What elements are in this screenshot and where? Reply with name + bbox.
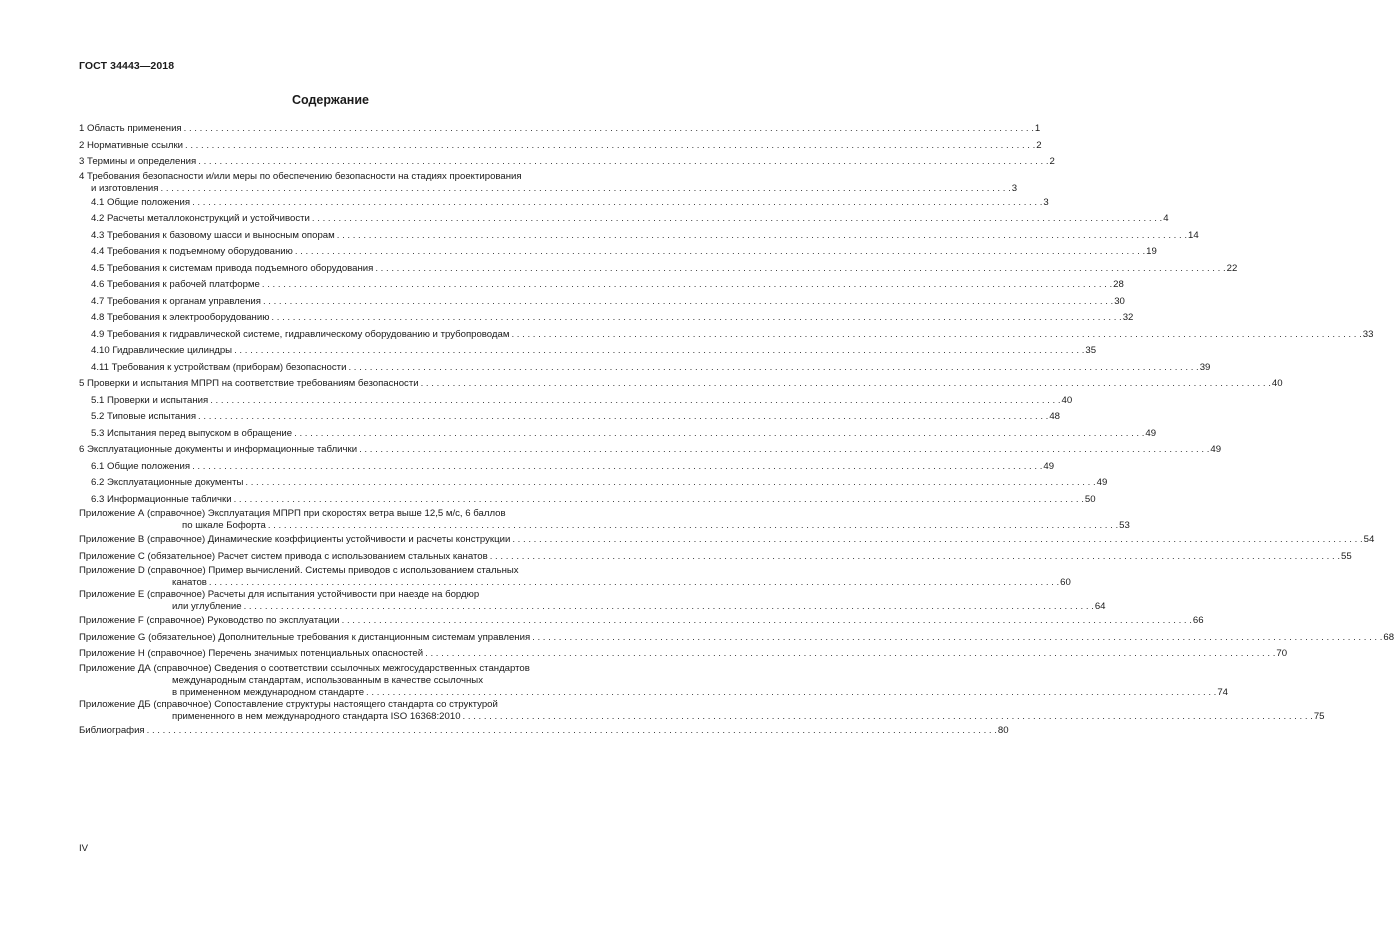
page-number: 50 xyxy=(1084,493,1096,505)
page-number-footer: IV xyxy=(79,843,89,854)
entry-text: 4.7 Требования к органам управления xyxy=(91,295,261,307)
page-number: 74 xyxy=(1217,686,1228,698)
page-number: 19 xyxy=(1146,246,1157,257)
page-number: 39 xyxy=(1199,361,1211,373)
toc-entry-4-6[interactable] xyxy=(79,277,1124,294)
page-number: 53 xyxy=(1119,520,1130,531)
page-number: 22 xyxy=(1226,262,1238,274)
toc-entry-appendix-h[interactable] xyxy=(79,646,1288,663)
entry-text-line1: Приложение ДБ (справочное) Сопоставление структуры настоящего стандарта со структурой xyxy=(79,698,498,710)
toc-entry-6[interactable] xyxy=(79,442,1222,459)
entry-text: Приложение G (обязательное) Дополнительные требования к дистанционным системам управления xyxy=(79,631,531,643)
dot-leader xyxy=(147,723,997,740)
page-number: 1 xyxy=(1034,123,1041,134)
entry-text: 1 Область применения xyxy=(79,123,182,134)
page-number: 28 xyxy=(1113,279,1124,290)
toc-entry-4-2[interactable] xyxy=(79,211,1169,228)
toc-entry-appendix-db[interactable] xyxy=(79,698,1325,723)
page-number: 66 xyxy=(1192,615,1204,626)
page-number: 33 xyxy=(1362,328,1374,340)
page-number: 70 xyxy=(1276,648,1288,659)
dot-leader xyxy=(375,261,1225,278)
toc-entry-4-4[interactable] xyxy=(79,244,1157,261)
toc-entry-appendix-da[interactable] xyxy=(79,662,1228,699)
page-number: 40 xyxy=(1271,378,1283,389)
toc-entry-4-11[interactable] xyxy=(79,360,1211,377)
page-number: 60 xyxy=(1060,577,1071,588)
entry-text: 4.4 Требования к подъемному оборудованию xyxy=(91,246,293,257)
entry-text: 5.3 Испытания перед выпуском в обращение xyxy=(91,427,293,439)
dot-leader xyxy=(192,459,1042,476)
entry-text: 4.6 Требования к рабочей платформе xyxy=(91,279,260,290)
entry-text: 6.1 Общие положения xyxy=(91,460,191,472)
dot-leader xyxy=(271,310,1121,327)
dot-leader xyxy=(268,520,1118,532)
page-number: 3 xyxy=(1011,182,1018,194)
entry-text: Приложение F (справочное) Руководство по эксплуатации xyxy=(79,615,340,626)
entry-text-line1: Приложение ДА (справочное) Сведения о соответствии ссылочных межгосударственных стандартов xyxy=(79,662,530,674)
page-number: 64 xyxy=(1094,601,1106,612)
entry-text: 6 Эксплуатационные документы и информационные таблички xyxy=(79,444,358,455)
entry-text: Приложение C (обязательное) Расчет систем привода с использованием стальных канатов xyxy=(79,550,488,562)
dot-leader xyxy=(184,121,1034,138)
toc-entry-1[interactable] xyxy=(79,121,1041,138)
dot-leader xyxy=(463,711,1313,723)
page-number: 49 xyxy=(1145,427,1157,439)
toc-entry-6-2[interactable] xyxy=(79,475,1108,492)
entry-text: 6.3 Информационные таблички xyxy=(91,493,232,505)
entry-text: 4.5 Требования к системам привода подъемного оборудования xyxy=(91,262,374,274)
entry-text: 5.2 Типовые испытания xyxy=(91,411,197,422)
toc-entry-5-3[interactable] xyxy=(79,426,1157,443)
dot-leader xyxy=(511,327,1361,344)
page-number: 48 xyxy=(1049,411,1060,422)
entry-text-line1: Приложение D (справочное) Пример вычислений. Системы приводов с использованием стальных xyxy=(79,565,519,576)
toc-entry-3[interactable] xyxy=(79,154,1055,171)
entry-text: Приложение B (справочное) Динамические коэффициенты устойчивости и расчеты конструкции xyxy=(79,534,511,545)
toc-entry-4-1[interactable] xyxy=(79,195,1049,212)
entry-text: Библиография xyxy=(79,724,145,736)
dot-leader xyxy=(234,343,1084,360)
entry-text-line1: Приложение А (справочное) Эксплуатация МПРП при скоростях ветра выше 12,5 м/с, 6 баллов xyxy=(79,508,506,519)
dot-leader xyxy=(262,277,1112,294)
entry-text: примененного в нем международного стандарта ISO 16368:2010 xyxy=(172,710,461,722)
page-number: 49 xyxy=(1210,444,1222,455)
toc-entry-4[interactable] xyxy=(79,170,1018,195)
document-code: ГОСТ 34443—2018 xyxy=(79,60,175,72)
entry-text: 4.11 Требования к устройствам (приборам) безопасности xyxy=(91,361,347,373)
dot-leader xyxy=(295,244,1145,261)
entry-text: Приложение H (справочное) Перечень значимых потенциальных опасностей xyxy=(79,648,424,659)
entry-text: 5.1 Проверки и испытания xyxy=(91,394,209,406)
toc-entry-appendix-a[interactable] xyxy=(79,508,1130,532)
dot-leader xyxy=(359,442,1209,459)
toc-entry-6-3[interactable] xyxy=(79,492,1096,509)
page-number: 75 xyxy=(1313,710,1325,722)
page-number: 4 xyxy=(1163,213,1169,224)
entry-text: или углубление xyxy=(172,601,242,612)
entry-text: 4.9 Требования к гидравлической системе, гидравлическому оборудованию и трубопроводам xyxy=(91,328,510,340)
dot-leader xyxy=(421,376,1271,393)
dot-leader xyxy=(244,601,1094,613)
dot-leader xyxy=(490,549,1340,566)
page-number: 2 xyxy=(1036,139,1042,151)
entry-text: 4.3 Требования к базовому шасси и выносным опорам xyxy=(91,229,335,241)
entry-text: канатов xyxy=(172,577,207,588)
dot-leader xyxy=(192,195,1042,212)
page-number: 49 xyxy=(1043,460,1055,472)
toc-entry-5-2[interactable] xyxy=(79,409,1060,426)
entry-text-line1: 4 Требования безопасности и/или меры по обеспечению безопасности на стадиях проектирования xyxy=(79,170,522,182)
toc-entry-appendix-b[interactable] xyxy=(79,532,1375,549)
dot-leader xyxy=(198,154,1048,171)
dot-leader xyxy=(263,294,1113,311)
entry-text: 4.1 Общие положения xyxy=(91,196,191,208)
toc-entry-5[interactable] xyxy=(79,376,1283,393)
page-number: 49 xyxy=(1096,477,1108,488)
dot-leader xyxy=(185,138,1035,155)
entry-text: 4.10 Гидравлические цилиндры xyxy=(91,345,233,356)
page-number: 14 xyxy=(1188,229,1199,241)
toc-title: Содержание xyxy=(291,93,369,107)
dot-leader xyxy=(198,409,1048,426)
entry-text: 5 Проверки и испытания МПРП на соответствие требованиям безопасности xyxy=(79,378,419,389)
dot-leader xyxy=(512,532,1362,549)
dot-leader xyxy=(532,630,1382,647)
page-number: 35 xyxy=(1085,345,1097,356)
entry-text: и изготовления xyxy=(91,182,159,194)
dot-leader xyxy=(366,687,1216,699)
page-number: 54 xyxy=(1363,534,1375,545)
page-number: 32 xyxy=(1122,312,1134,323)
toc-entry-2[interactable] xyxy=(79,138,1042,155)
entry-text: 6.2 Эксплуатационные документы xyxy=(91,477,244,488)
dot-leader xyxy=(160,183,1010,195)
toc-entry-bibliography[interactable] xyxy=(79,723,1009,740)
entry-text: 4.2 Расчеты металлоконструкций и устойчивости xyxy=(91,213,310,224)
toc-entry-4-10[interactable] xyxy=(79,343,1097,360)
page-number: 30 xyxy=(1114,295,1125,307)
toc-entry-appendix-g[interactable] xyxy=(79,630,1394,647)
page-number: 2 xyxy=(1049,156,1055,167)
page-number: 40 xyxy=(1061,394,1073,406)
dot-leader xyxy=(245,475,1095,492)
dot-leader xyxy=(210,393,1060,410)
entry-text-line1: Приложение E (справочное) Расчеты для испытания устойчивости при наезде на бордюр xyxy=(79,589,480,600)
dot-leader xyxy=(294,426,1144,443)
entry-text: по шкале Бофорта xyxy=(182,520,266,531)
toc-entry-appendix-f[interactable] xyxy=(79,613,1204,630)
toc-entry-appendix-e[interactable] xyxy=(79,589,1106,613)
entry-text: 4.8 Требования к электрооборудованию xyxy=(91,312,270,323)
toc-entry-appendix-d[interactable] xyxy=(79,565,1071,589)
dot-leader xyxy=(234,492,1084,509)
page-number: 3 xyxy=(1043,196,1049,208)
dot-leader xyxy=(342,613,1192,630)
toc-entry-4-9[interactable] xyxy=(79,327,1374,344)
toc-entry-6-1[interactable] xyxy=(79,459,1055,476)
dot-leader xyxy=(425,646,1275,663)
toc-entry-4-7[interactable] xyxy=(79,294,1125,311)
page-number: 55 xyxy=(1340,550,1352,562)
dot-leader xyxy=(312,211,1162,228)
entry-text: 3 Термины и определения xyxy=(79,156,197,167)
toc-entry-4-3[interactable] xyxy=(79,228,1199,245)
dot-leader xyxy=(337,228,1187,245)
toc-entry-4-8[interactable] xyxy=(79,310,1134,327)
page-number: 68 xyxy=(1383,631,1394,643)
dot-leader xyxy=(209,577,1059,589)
entry-text: 2 Нормативные ссылки xyxy=(79,139,184,151)
page-number: 80 xyxy=(997,724,1009,736)
entry-text: в примененном международном стандарте xyxy=(172,686,365,698)
entry-text-line2: международным стандартам, использованным в качестве ссылочных xyxy=(172,674,483,686)
dot-leader xyxy=(348,360,1198,377)
toc-entry-4-5[interactable] xyxy=(79,261,1238,278)
toc-entry-appendix-c[interactable] xyxy=(79,549,1352,566)
table-of-contents xyxy=(79,121,1394,739)
toc-entry-5-1[interactable] xyxy=(79,393,1073,410)
